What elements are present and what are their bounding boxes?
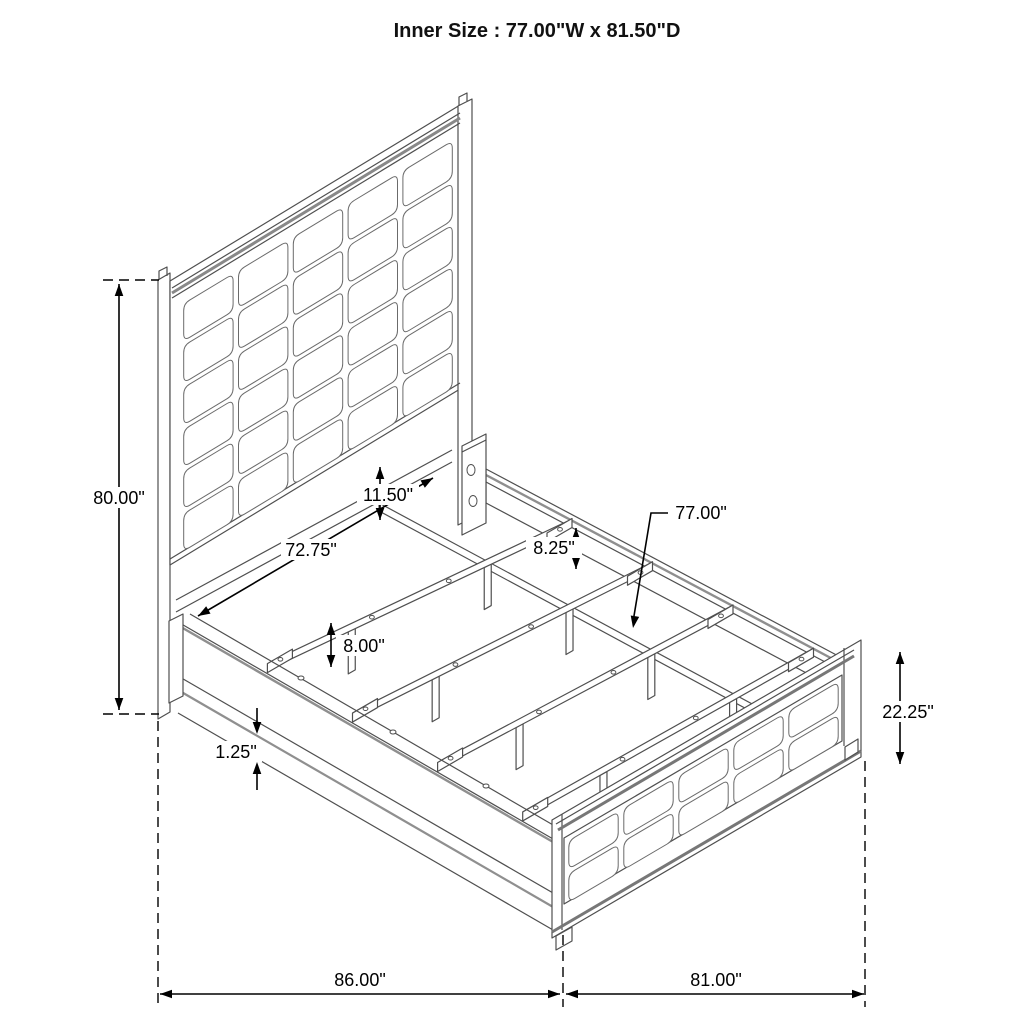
dim-headboard-height: [90, 487, 148, 508]
dim-overall-length-label: 86.00": [334, 970, 386, 990]
dim-frame-inner-length-label: 72.75": [285, 540, 337, 560]
dim-support-leg-height-label: 8.00": [343, 636, 385, 656]
dim-overall-width-label: 81.00": [690, 970, 742, 990]
diagram-title: Inner Size : 77.00"W x 81.50"D: [393, 20, 681, 42]
dim-headboard-clearance: [357, 484, 419, 505]
dim-support-leg-height: [336, 635, 392, 656]
dim-slat-length: [675, 503, 726, 523]
dim-rail-to-slat: [526, 537, 582, 558]
dim-rail-to-slat-label: 8.25": [533, 538, 575, 558]
dim-slat-length-label: 77.00": [675, 503, 727, 523]
dim-overall-length: [334, 970, 385, 990]
dim-headboard-height-label: 80.00": [93, 488, 145, 508]
dim-base-rail-thickness-label: 1.25": [215, 742, 257, 762]
dim-base-rail-thickness: [209, 741, 262, 762]
dim-overall-width: [690, 970, 741, 990]
bed-structure-drawing: [158, 93, 861, 950]
dim-footboard-height: [877, 701, 938, 722]
dim-headboard-clearance-label: 11.50": [362, 485, 414, 505]
dim-frame-inner-length: [281, 539, 341, 560]
dim-footboard-height-label: 22.25": [882, 702, 934, 722]
